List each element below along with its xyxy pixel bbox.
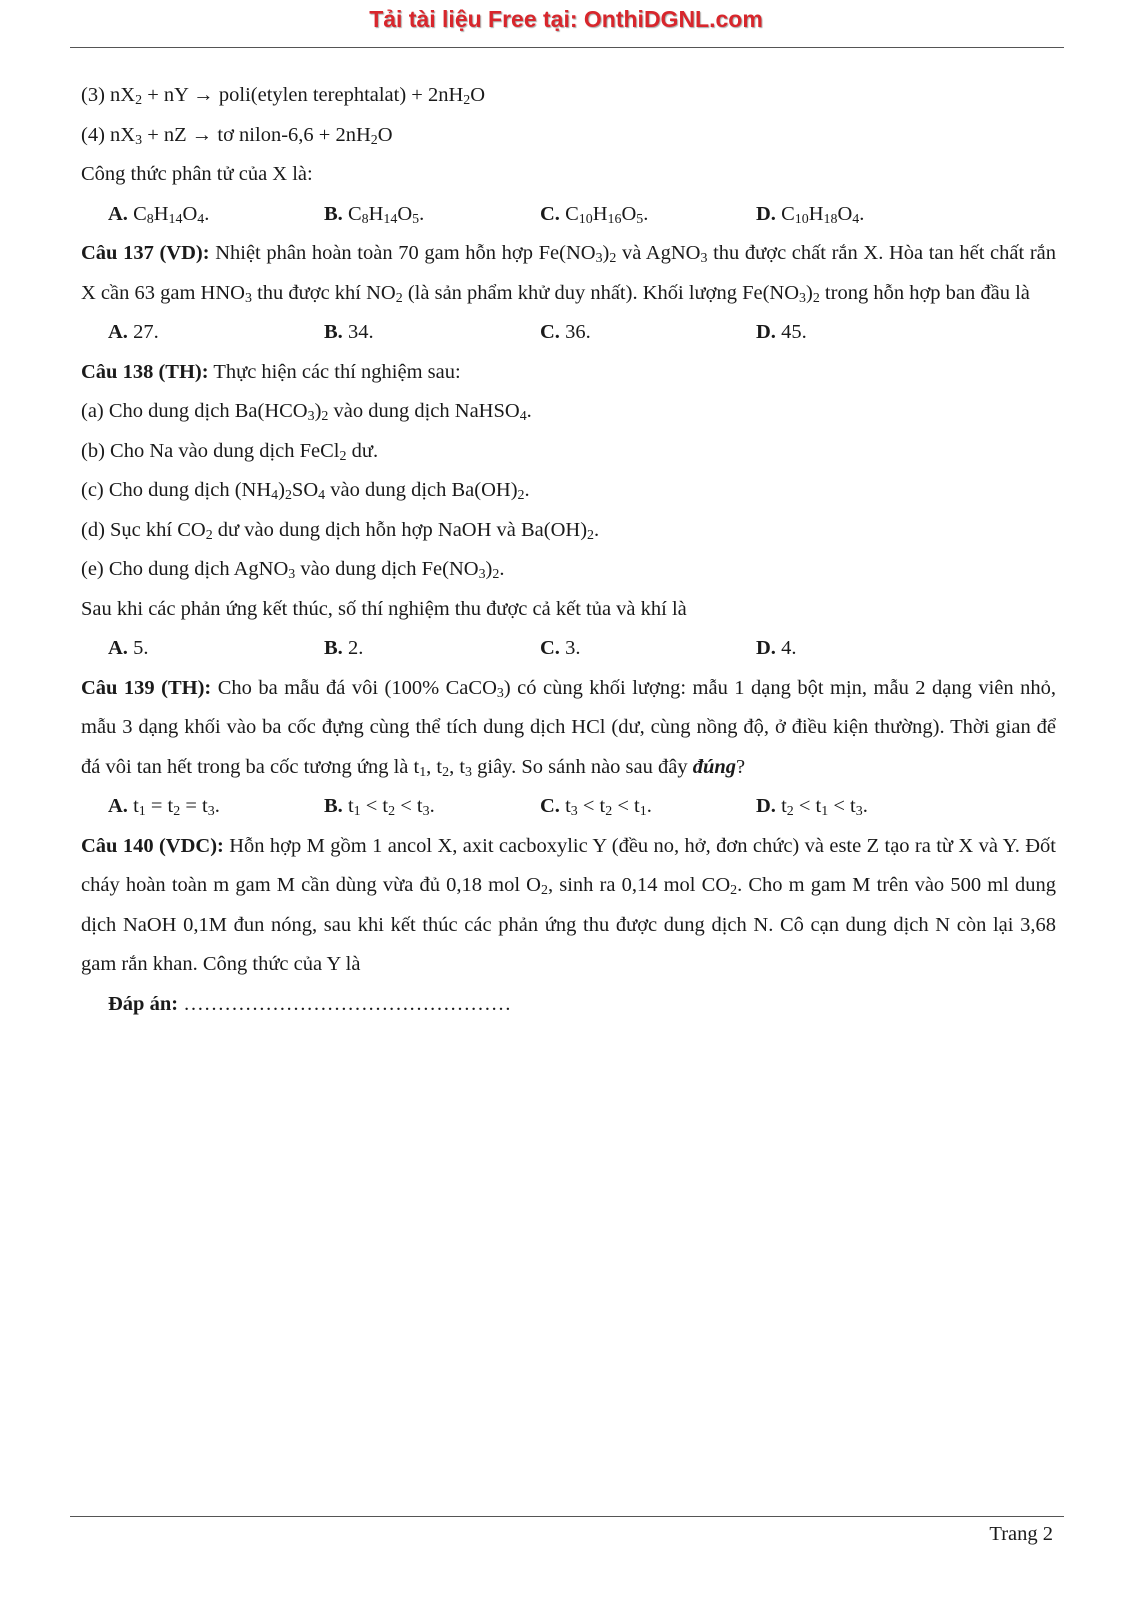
- option-c: C. $t_3 < t_2 < t_1$.: [540, 795, 652, 820]
- option-c: C. 3.: [540, 637, 581, 659]
- footer-rule: [70, 1516, 1064, 1517]
- answer-label: Đáp án:: [108, 992, 179, 1015]
- answer-dots: …………………………………………: [178, 992, 512, 1015]
- question-label: Câu 138 (TH):: [81, 360, 209, 383]
- option-d: D. 45.: [756, 321, 807, 343]
- option-b: B. 2.: [324, 637, 364, 659]
- experiment-d: (d) Sục khí $CO_2$ dư vào dung dịch hỗn hợp NaOH và $Ba(OH)_2$.: [81, 518, 600, 543]
- question-139-options: [81, 787, 1056, 827]
- question-136-options: [81, 195, 1056, 235]
- experiment-b: (b) Cho Na vào dung dịch FeCl$_2$ dư.: [81, 439, 379, 464]
- experiment-c: (c) Cho dung dịch $(NH_4)_2SO_4$ vào dung dịch $Ba(OH)_2$.: [81, 479, 530, 504]
- question-label: Câu 140 (VDC):: [81, 834, 224, 857]
- option-b: B. 34.: [324, 321, 374, 343]
- experiment-e: (e) Cho dung dịch AgNO$_3$ vào dung dịch $Fe(NO_3)_2$.: [81, 558, 505, 583]
- option-a: A. 5.: [108, 637, 149, 659]
- question-136-prompt: Công thức phân tử của X là:: [81, 163, 313, 185]
- question-137-options: [81, 313, 1056, 353]
- emphasis-correct: đúng: [692, 755, 737, 778]
- option-d: D. $C_{10}H_{18}O_4$.: [756, 202, 865, 227]
- answer-blank: [81, 985, 1056, 1025]
- question-138-ask: Sau khi các phản ứng kết thúc, số thí nghiệm thu được cả kết tủa và khí là: [81, 597, 687, 620]
- question-138: Câu 138 (TH): Thực hiện các thí nghiệm sau:: [81, 360, 461, 383]
- option-d: D. $t_2 < t_1 < t_3$.: [756, 795, 868, 820]
- site-banner[interactable]: Tải tài liệu Free tại: OnthiDGNL.com: [369, 6, 763, 32]
- reaction-4: (4) $nX_3$ + nZ → tơ nilon-6,6 + $2nH_2O$: [81, 123, 393, 148]
- option-a: A. $C_8H_{14}O_4$.: [108, 202, 210, 227]
- question-139: Câu 139 (TH): Cho ba mẫu đá vôi (100% CaCO$_3$) có cùng khối lượng: mẫu 1 dạng bột mịn, mẫu 2 dạng viên nhỏ, mẫu 3 dạng khối vào ba cốc đựng cùng thể tích dung dịch HCl (dư, cùng nồng độ, ở điều kiện thường). Thời gian để đá vôi tan hết trong ba cốc tương ứng là $t_1$, $t_2$, $t_3$ giây. So sánh nào sau đây đúng?: [81, 676, 1057, 780]
- option-c: C. 36.: [540, 321, 591, 343]
- question-138-options: [81, 629, 1056, 669]
- question-137: Câu 137 (VD): Nhiệt phân hoàn toàn 70 gam hỗn hợp $Fe(NO_3)_2$ và AgNO$_3$ thu được chất rắn X. Hòa tan hết chất rắn X cần 63 gam $HNO_3$ thu được khí $NO_2$ (là sản phẩm khử duy nhất). Khối lượng $Fe(NO_3)_2$ trong hỗn hợp ban đầu là: [81, 242, 1057, 306]
- experiment-a: (a) Cho dung dịch $Ba(HCO_3)_2$ vào dung dịch NaHSO$_4$.: [81, 400, 532, 425]
- question-140: Câu 140 (VDC): Hỗn hợp M gồm 1 ancol X, axit cacboxylic Y (đều no, hở, đơn chức) và este Z tạo ra từ X và Y. Đốt cháy hoàn toàn m gam M cần dùng vừa đủ 0,18 mol $O_2$, sinh ra 0,14 mol $CO_2$. Cho m gam M trên vào 500 ml dung dịch NaOH 0,1M đun nóng, sau khi kết thúc các phản ứng thu được dung dịch N. Cô cạn dung dịch N còn lại 3,68 gam rắn khan. Công thức của Y là: [81, 834, 1056, 975]
- reaction-3: (3) $nX_2$ + nY → poli(etylen terephtalat) + $2nH_2O$: [81, 84, 486, 109]
- option-b: B. $t_1 < t_2 < t_3$.: [324, 795, 435, 820]
- option-b: B. $C_8H_{14}O_5$.: [324, 202, 425, 227]
- page-number: Trang 2: [989, 1523, 1053, 1545]
- header-rule: [70, 47, 1064, 48]
- question-label: Câu 139 (TH):: [81, 676, 212, 699]
- option-d: D. 4.: [756, 637, 797, 659]
- option-a: A. $t_1 = t_2 = t_3$.: [108, 795, 220, 820]
- document-body: [81, 76, 1056, 1024]
- option-c: C. $C_{10}H_{16}O_5$.: [540, 202, 649, 227]
- option-a: A. 27.: [108, 321, 159, 343]
- question-label: Câu 137 (VD):: [81, 242, 210, 264]
